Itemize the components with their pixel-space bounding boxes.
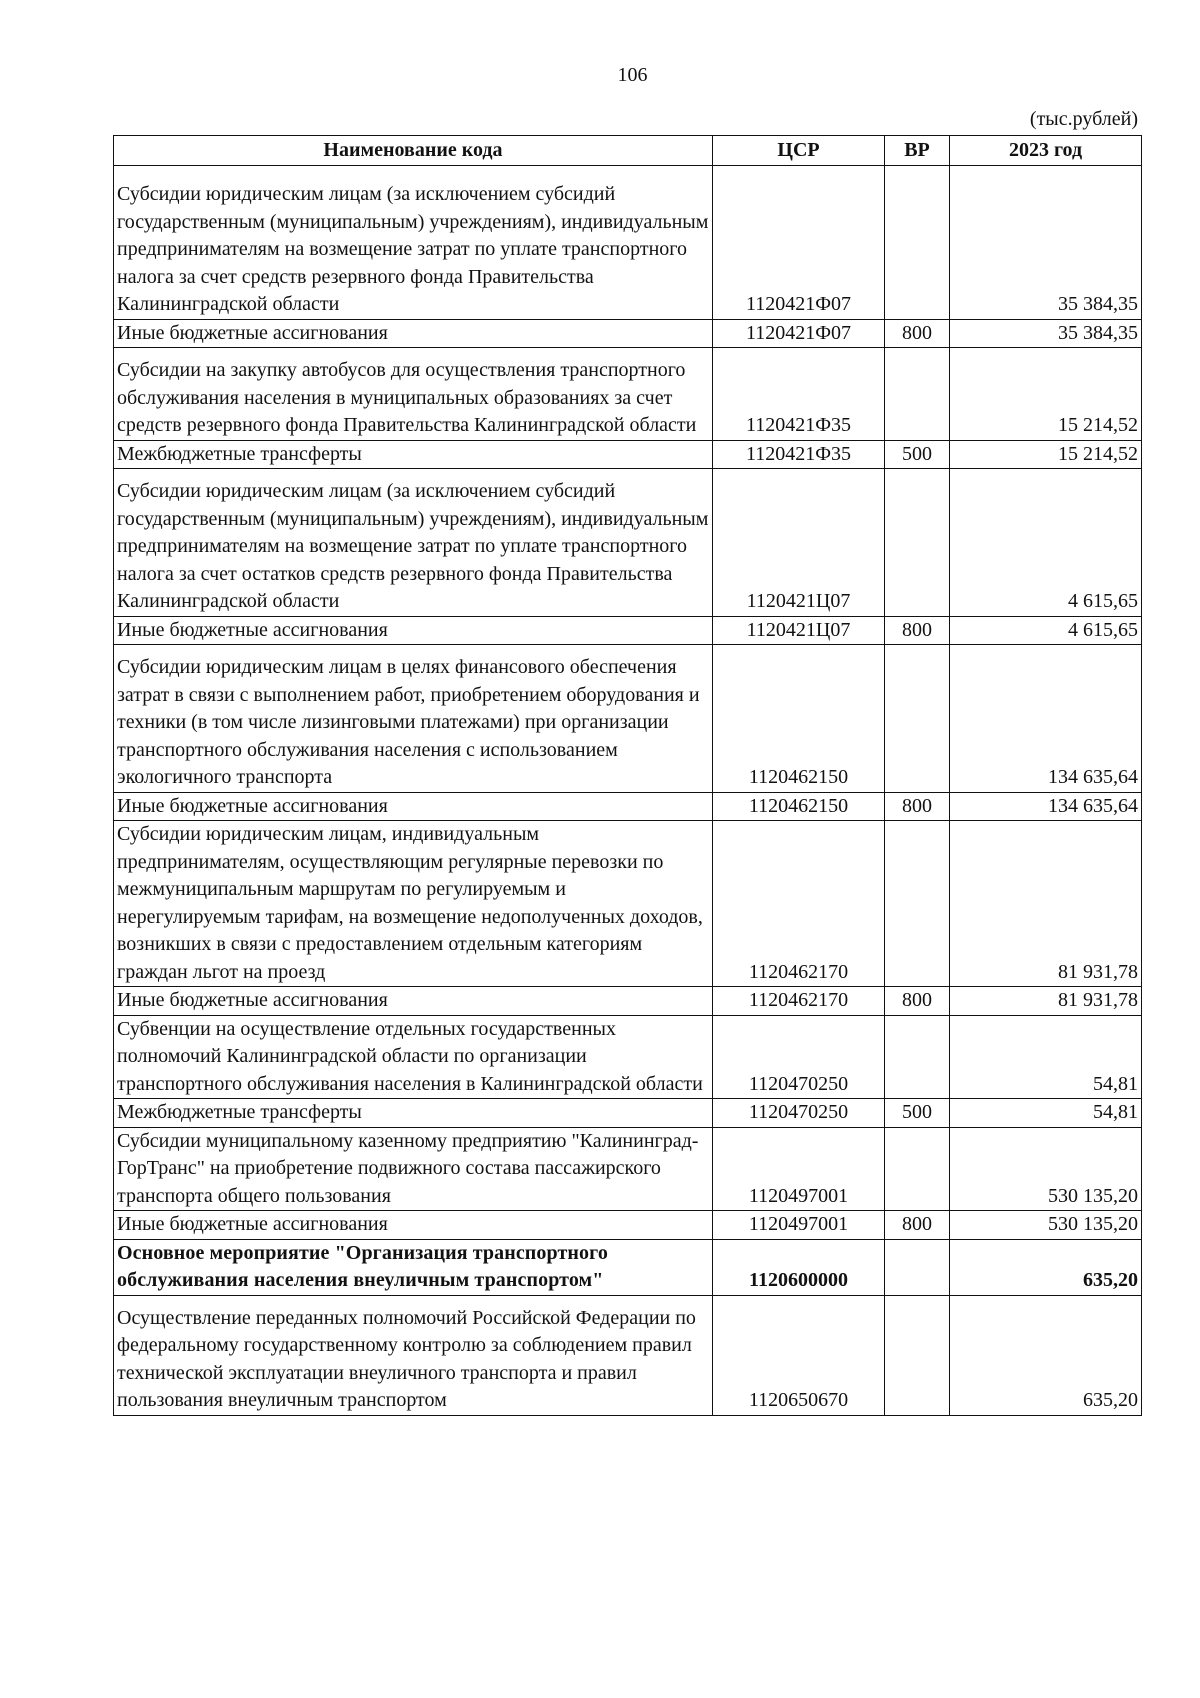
row-csr: 1120421Ц07 <box>713 616 885 645</box>
table-row <box>114 987 1142 1016</box>
row-amount: 134 635,64 <box>950 792 1142 821</box>
row-csr: 1120421Ц07 <box>713 469 885 617</box>
row-amount: 635,20 <box>950 1239 1142 1295</box>
table-row <box>114 1099 1142 1128</box>
row-amount: 35 384,35 <box>950 319 1142 348</box>
table-row <box>114 616 1142 645</box>
table-row <box>114 1015 1142 1099</box>
row-amount: 635,20 <box>950 1295 1142 1415</box>
row-name: Иные бюджетные ассигнования <box>114 792 713 821</box>
row-name: Субсидии юридическим лицам (за исключением субсидий государственным (муниципальным) учреждениям), индивидуальным предпринимателям на возмещение затрат по уплате транспортного налога за счет остатков средств резервного фонда Правительства Калининградской области <box>114 469 713 617</box>
row-name: Субвенции на осуществление отдельных государственных полномочий Калининградской области по организации транспортного обслуживания населения в Калининградской области <box>114 1015 713 1099</box>
row-amount: 530 135,20 <box>950 1127 1142 1211</box>
row-vr: 800 <box>885 987 950 1016</box>
row-amount: 81 931,78 <box>950 987 1142 1016</box>
row-name: Субсидии на закупку автобусов для осуществления транспортного обслуживания населения в муниципальных образованиях за счет средств резервного фонда Правительства Калининградской области <box>114 348 713 441</box>
row-csr: 1120462150 <box>713 645 885 793</box>
row-vr <box>885 469 950 617</box>
row-amount: 4 615,65 <box>950 469 1142 617</box>
row-csr: 1120421Ф35 <box>713 348 885 441</box>
row-csr: 1120462150 <box>713 792 885 821</box>
table-row <box>114 1295 1142 1415</box>
row-vr: 500 <box>885 1099 950 1128</box>
row-vr: 500 <box>885 440 950 469</box>
row-name: Иные бюджетные ассигнования <box>114 319 713 348</box>
row-csr: 1120421Ф07 <box>713 319 885 348</box>
row-vr <box>885 166 950 320</box>
table-row <box>114 440 1142 469</box>
row-name: Иные бюджетные ассигнования <box>114 987 713 1016</box>
row-name: Иные бюджетные ассигнования <box>114 1211 713 1240</box>
table-row <box>114 1211 1142 1240</box>
header-csr: ЦСР <box>713 136 885 166</box>
table-row <box>114 645 1142 793</box>
row-name: Иные бюджетные ассигнования <box>114 616 713 645</box>
row-csr: 1120421Ф35 <box>713 440 885 469</box>
row-vr <box>885 645 950 793</box>
row-csr: 1120600000 <box>713 1239 885 1295</box>
units-label: (тыс.рублей) <box>1029 108 1138 130</box>
table-row <box>114 1127 1142 1211</box>
row-amount: 81 931,78 <box>950 821 1142 987</box>
row-csr: 1120650670 <box>713 1295 885 1415</box>
row-amount: 54,81 <box>950 1099 1142 1128</box>
row-vr: 800 <box>885 792 950 821</box>
table-row <box>114 821 1142 987</box>
row-vr: 800 <box>885 319 950 348</box>
row-name: Субсидии муниципальному казенному предприятию "Калининград-ГорТранс" на приобретение подвижного состава пассажирского транспорта общего пользования <box>114 1127 713 1211</box>
row-csr: 1120421Ф07 <box>713 166 885 320</box>
row-vr <box>885 821 950 987</box>
row-csr: 1120470250 <box>713 1099 885 1128</box>
row-amount: 4 615,65 <box>950 616 1142 645</box>
header-year: 2023 год <box>950 136 1142 166</box>
row-vr <box>885 1127 950 1211</box>
row-csr: 1120470250 <box>713 1015 885 1099</box>
header-vr: ВР <box>885 136 950 166</box>
row-csr: 1120462170 <box>713 821 885 987</box>
row-vr: 800 <box>885 616 950 645</box>
row-amount: 530 135,20 <box>950 1211 1142 1240</box>
row-vr: 800 <box>885 1211 950 1240</box>
row-vr <box>885 1239 950 1295</box>
row-csr: 1120462170 <box>713 987 885 1016</box>
row-amount: 134 635,64 <box>950 645 1142 793</box>
table-row <box>114 1239 1142 1295</box>
table-header-row <box>114 136 1142 166</box>
row-name: Осуществление переданных полномочий Российской Федерации по федеральному государственному контролю за соблюдением правил технической эксплуатации внеуличного транспорта и правил пользования внеуличным транспортом <box>114 1295 713 1415</box>
row-name: Межбюджетные трансферты <box>114 1099 713 1128</box>
table-row <box>114 166 1142 320</box>
page-number: 106 <box>617 64 648 86</box>
row-csr: 1120497001 <box>713 1211 885 1240</box>
row-amount: 15 214,52 <box>950 440 1142 469</box>
row-vr <box>885 348 950 441</box>
table-row <box>114 348 1142 441</box>
row-amount: 35 384,35 <box>950 166 1142 320</box>
row-name: Основное мероприятие "Организация транспортного обслуживания населения внеуличным транспортом" <box>114 1239 713 1295</box>
row-name: Субсидии юридическим лицам, индивидуальным предпринимателям, осуществляющим регулярные перевозки по межмуниципальным маршрутам по регулируемым и нерегулируемым тарифам, на возмещение недополученных доходов, возникших в связи с предоставлением отдельным категориям граждан льгот на проезд <box>114 821 713 987</box>
row-csr: 1120497001 <box>713 1127 885 1211</box>
budget-table <box>113 135 1142 1416</box>
table-row <box>114 792 1142 821</box>
row-name: Субсидии юридическим лицам (за исключением субсидий государственным (муниципальным) учреждениям), индивидуальным предпринимателям на возмещение затрат по уплате транспортного налога за счет средств резервного фонда Правительства Калининградской области <box>114 166 713 320</box>
row-name: Межбюджетные трансферты <box>114 440 713 469</box>
row-vr <box>885 1295 950 1415</box>
row-name: Субсидии юридическим лицам в целях финансового обеспечения затрат в связи с выполнением работ, приобретением оборудования и техники (в том числе лизинговыми платежами) при организации транспортного обслуживания населения с использованием экологичного транспорта <box>114 645 713 793</box>
row-amount: 15 214,52 <box>950 348 1142 441</box>
table-row <box>114 319 1142 348</box>
table-row <box>114 469 1142 617</box>
row-amount: 54,81 <box>950 1015 1142 1099</box>
header-name: Наименование кода <box>114 136 713 166</box>
row-vr <box>885 1015 950 1099</box>
